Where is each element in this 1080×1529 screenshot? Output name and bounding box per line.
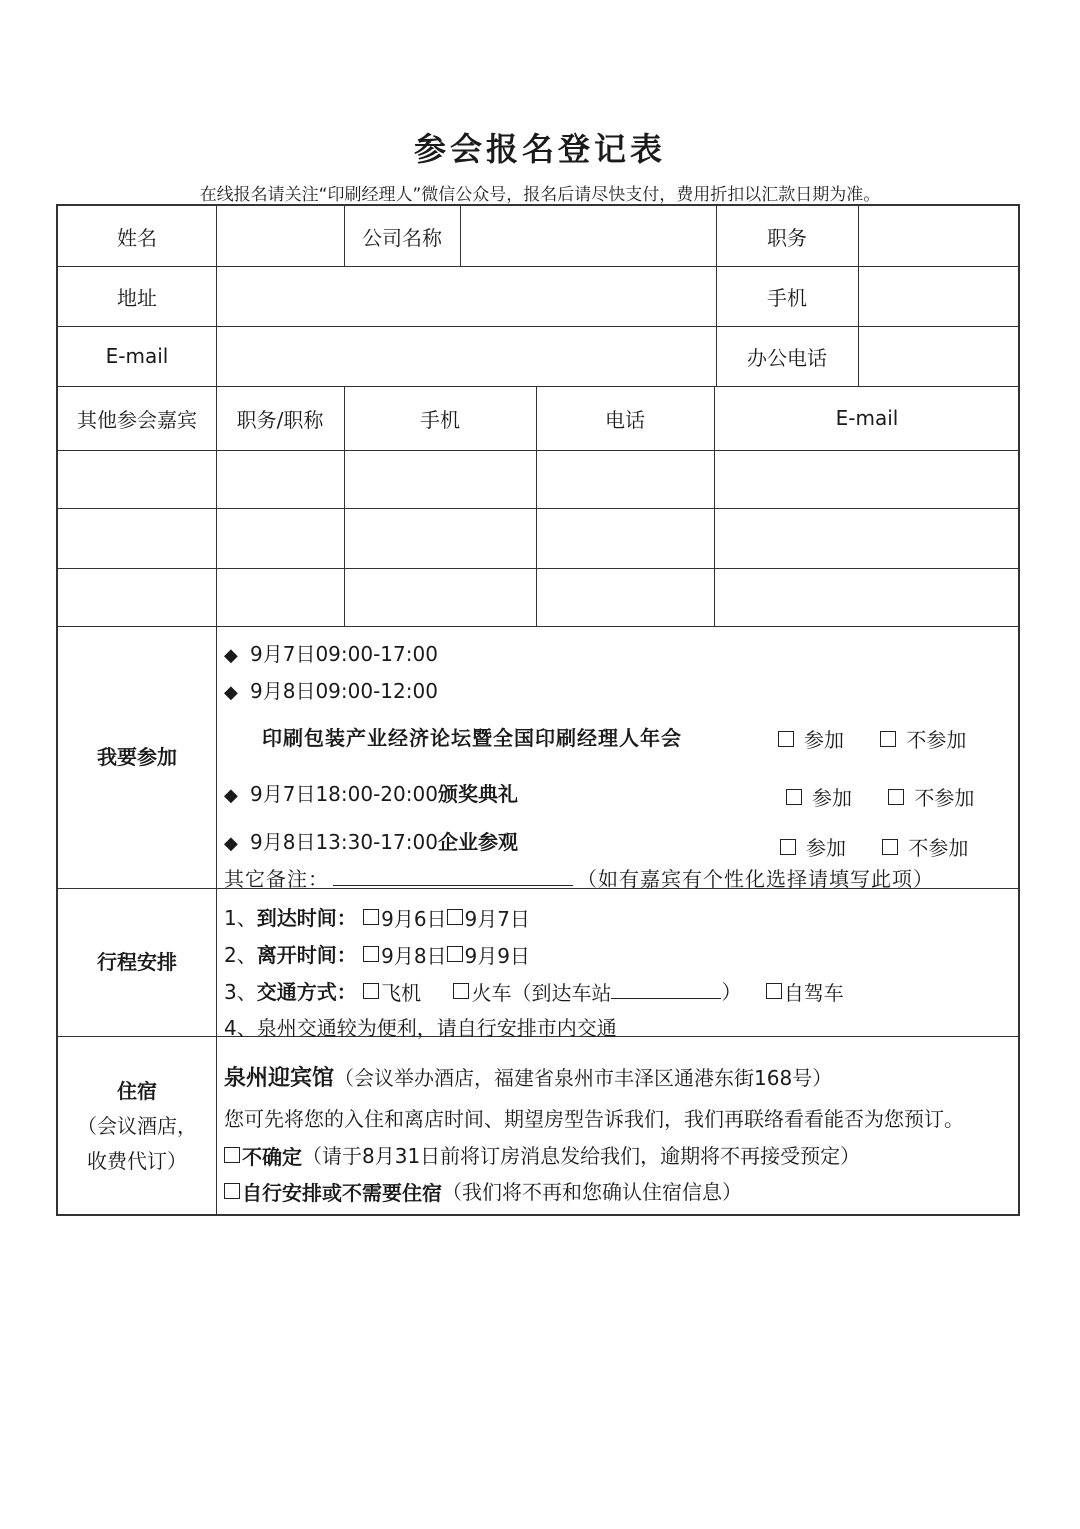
depart-option-1[interactable]	[363, 940, 446, 969]
address-label: 地址	[117, 285, 157, 310]
forum-decline-label: 不参加	[906, 728, 967, 752]
guest-cell[interactable]	[344, 568, 536, 626]
transport-car-label: 自驾车	[783, 980, 844, 1005]
depart-label: 离开时间：	[256, 943, 357, 967]
checkbox-icon[interactable]	[447, 946, 463, 962]
lodging-uncertain-option[interactable]	[224, 1141, 302, 1170]
award-event: 颁奖典礼	[437, 782, 518, 806]
arrival-option-2-label: 9月7日	[464, 906, 530, 931]
guests-header-mobile: 手机	[420, 407, 460, 432]
company-input[interactable]	[460, 206, 716, 266]
lodging-note: 您可先将您的入住和离店时间、期望房型告诉我们，我们再联络看看能否为您预订。	[224, 1107, 964, 1131]
address-input[interactable]	[216, 266, 716, 326]
forum-decline-option[interactable]	[880, 724, 966, 753]
lodging-self-desc: （我们将不再和您确认住宿信息）	[442, 1180, 742, 1204]
itinerary-label: 行程安排	[97, 949, 177, 974]
email-input[interactable]	[216, 326, 716, 386]
transport-car-option[interactable]	[766, 977, 844, 1006]
checkbox-icon[interactable]	[363, 946, 379, 962]
attend-slot-2-text: 9月8日09:00-12:00	[250, 679, 438, 703]
guests-header-title: 职务/职称	[236, 407, 324, 432]
attend-section-label	[58, 626, 216, 888]
hotel-name: 泉州迎宾馆	[224, 1066, 335, 1091]
lodging-option-2	[224, 1176, 742, 1206]
remarks-label: 其它备注：	[224, 867, 329, 891]
transport-num: 3、	[224, 980, 257, 1004]
award-options	[786, 782, 974, 811]
registration-form	[56, 204, 1020, 1216]
arrival-option-1[interactable]	[363, 903, 446, 932]
arrival-option-2[interactable]	[447, 903, 530, 932]
diamond-bullet-icon: ◆	[224, 833, 238, 854]
office-phone-input[interactable]	[858, 326, 1020, 386]
arrival-row	[224, 902, 530, 932]
lodging-option-1	[224, 1140, 860, 1170]
visit-decline-label: 不参加	[908, 836, 969, 860]
transport-plane-option[interactable]	[363, 977, 421, 1006]
checkbox-icon[interactable]	[224, 1147, 240, 1163]
hotel-row	[224, 1061, 832, 1092]
award-time: 9月7日18:00-20:00	[250, 782, 438, 806]
guests-header-phone: 电话	[605, 407, 645, 432]
award-decline-label: 不参加	[914, 786, 975, 810]
depart-option-2[interactable]	[447, 940, 530, 969]
transport-train-close: ）	[721, 980, 742, 1004]
email-label: E-mail	[105, 344, 169, 368]
attend-slot-2	[224, 675, 438, 704]
guest-cell[interactable]	[536, 508, 714, 568]
visit-event: 企业参观	[437, 830, 518, 854]
diamond-bullet-icon: ◆	[224, 785, 238, 806]
transport-train-option[interactable]	[453, 977, 611, 1006]
page-subtitle: 在线报名请关注“印刷经理人”微信公众号，报名后请尽快支付，费用折扣以汇款日期为准。	[199, 185, 881, 205]
itinerary-section-label	[58, 888, 216, 1036]
guest-cell[interactable]	[216, 508, 344, 568]
checkbox-icon[interactable]	[766, 983, 782, 999]
visit-row	[224, 826, 518, 855]
lodging-label: 住宿	[117, 1078, 157, 1103]
guest-cell[interactable]	[58, 450, 216, 508]
mobile-label: 手机	[767, 285, 807, 310]
checkbox-icon[interactable]	[786, 789, 802, 805]
attend-slot-1	[224, 638, 438, 667]
visit-decline-option[interactable]	[882, 832, 968, 861]
checkbox-icon[interactable]	[453, 983, 469, 999]
remarks-hint: （如有嘉宾有个性化选择请填写此项）	[577, 867, 934, 891]
position-input[interactable]	[858, 206, 1020, 266]
depart-num: 2、	[224, 943, 257, 967]
page-title: 参会报名登记表	[413, 130, 666, 168]
remarks-row	[224, 863, 934, 892]
guest-cell[interactable]	[536, 568, 714, 626]
guest-cell[interactable]	[714, 450, 1020, 508]
award-row	[224, 778, 518, 807]
diamond-bullet-icon: ◆	[224, 645, 238, 666]
forum-attend-label: 参加	[804, 728, 844, 752]
award-attend-label: 参加	[812, 786, 852, 810]
company-label: 公司名称	[362, 225, 442, 250]
checkbox-icon[interactable]	[778, 731, 794, 747]
forum-attend-option[interactable]	[778, 724, 844, 753]
lodging-sub-2: 收费代订）	[87, 1148, 187, 1173]
guest-cell[interactable]	[714, 568, 1020, 626]
guest-cell[interactable]	[58, 508, 216, 568]
checkbox-icon[interactable]	[363, 909, 379, 925]
depart-option-1-label: 9月8日	[381, 943, 447, 968]
lodging-self-option[interactable]	[224, 1177, 442, 1206]
award-attend-option[interactable]	[786, 782, 852, 811]
name-input[interactable]	[216, 206, 344, 266]
arrival-option-1-label: 9月6日	[381, 906, 447, 931]
transport-plane-label: 飞机	[381, 980, 422, 1005]
diamond-bullet-icon: ◆	[224, 682, 238, 703]
depart-row	[224, 939, 530, 969]
office-phone-label: 办公电话	[747, 345, 827, 370]
transport-row	[224, 976, 844, 1006]
hotel-desc: （会议举办酒店，福建省泉州市丰泽区通港东街168号）	[334, 1066, 833, 1090]
checkbox-icon[interactable]	[447, 909, 463, 925]
visit-attend-label: 参加	[806, 836, 846, 860]
guest-cell[interactable]	[536, 450, 714, 508]
position-label: 职务	[767, 225, 807, 250]
guest-cell[interactable]	[216, 568, 344, 626]
attend-label: 我要参加	[97, 744, 177, 769]
lodging-self-label: 自行安排或不需要住宿	[242, 1180, 442, 1205]
guest-cell[interactable]	[344, 450, 536, 508]
arrival-num: 1、	[224, 906, 257, 930]
checkbox-icon[interactable]	[880, 731, 896, 747]
guests-header-email: E-mail	[835, 406, 899, 430]
guest-cell[interactable]	[714, 508, 1020, 568]
lodging-uncertain-label: 不确定	[242, 1144, 302, 1169]
checkbox-icon[interactable]	[224, 1183, 240, 1199]
lodging-sub-1: （会议酒店，	[77, 1113, 197, 1138]
arrival-label: 到达时间：	[256, 906, 357, 930]
guest-cell[interactable]	[344, 508, 536, 568]
depart-option-2-label: 9月9日	[464, 943, 530, 968]
guest-cell[interactable]	[216, 450, 344, 508]
checkbox-icon[interactable]	[888, 789, 904, 805]
lodging-section-label	[58, 1036, 216, 1216]
forum-options	[778, 724, 966, 753]
guest-cell[interactable]	[58, 568, 216, 626]
lodging-uncertain-desc: （请于8月31日前将订房消息发给我们，逾期将不再接受预定）	[302, 1144, 861, 1168]
visit-attend-option[interactable]	[780, 832, 846, 861]
forum-title: 印刷包装产业经济论坛暨全国印刷经理人年会	[262, 726, 682, 750]
train-station-input[interactable]	[611, 981, 721, 999]
mobile-input[interactable]	[858, 266, 1020, 326]
transport-label: 交通方式：	[256, 980, 357, 1004]
award-decline-option[interactable]	[888, 782, 974, 811]
checkbox-icon[interactable]	[780, 839, 796, 855]
name-label: 姓名	[117, 225, 157, 250]
attend-slot-1-text: 9月7日09:00-17:00	[250, 642, 438, 666]
checkbox-icon[interactable]	[882, 839, 898, 855]
remarks-input[interactable]	[333, 868, 573, 886]
visit-time: 9月8日13:30-17:00	[250, 830, 438, 854]
transport-note: 4、泉州交通较为便利，请自行安排市内交通	[224, 1016, 617, 1040]
transport-train-label: 火车（到达车站	[471, 980, 612, 1005]
checkbox-icon[interactable]	[363, 983, 379, 999]
guests-header-name: 其他参会嘉宾	[77, 407, 197, 432]
visit-options	[780, 832, 968, 861]
